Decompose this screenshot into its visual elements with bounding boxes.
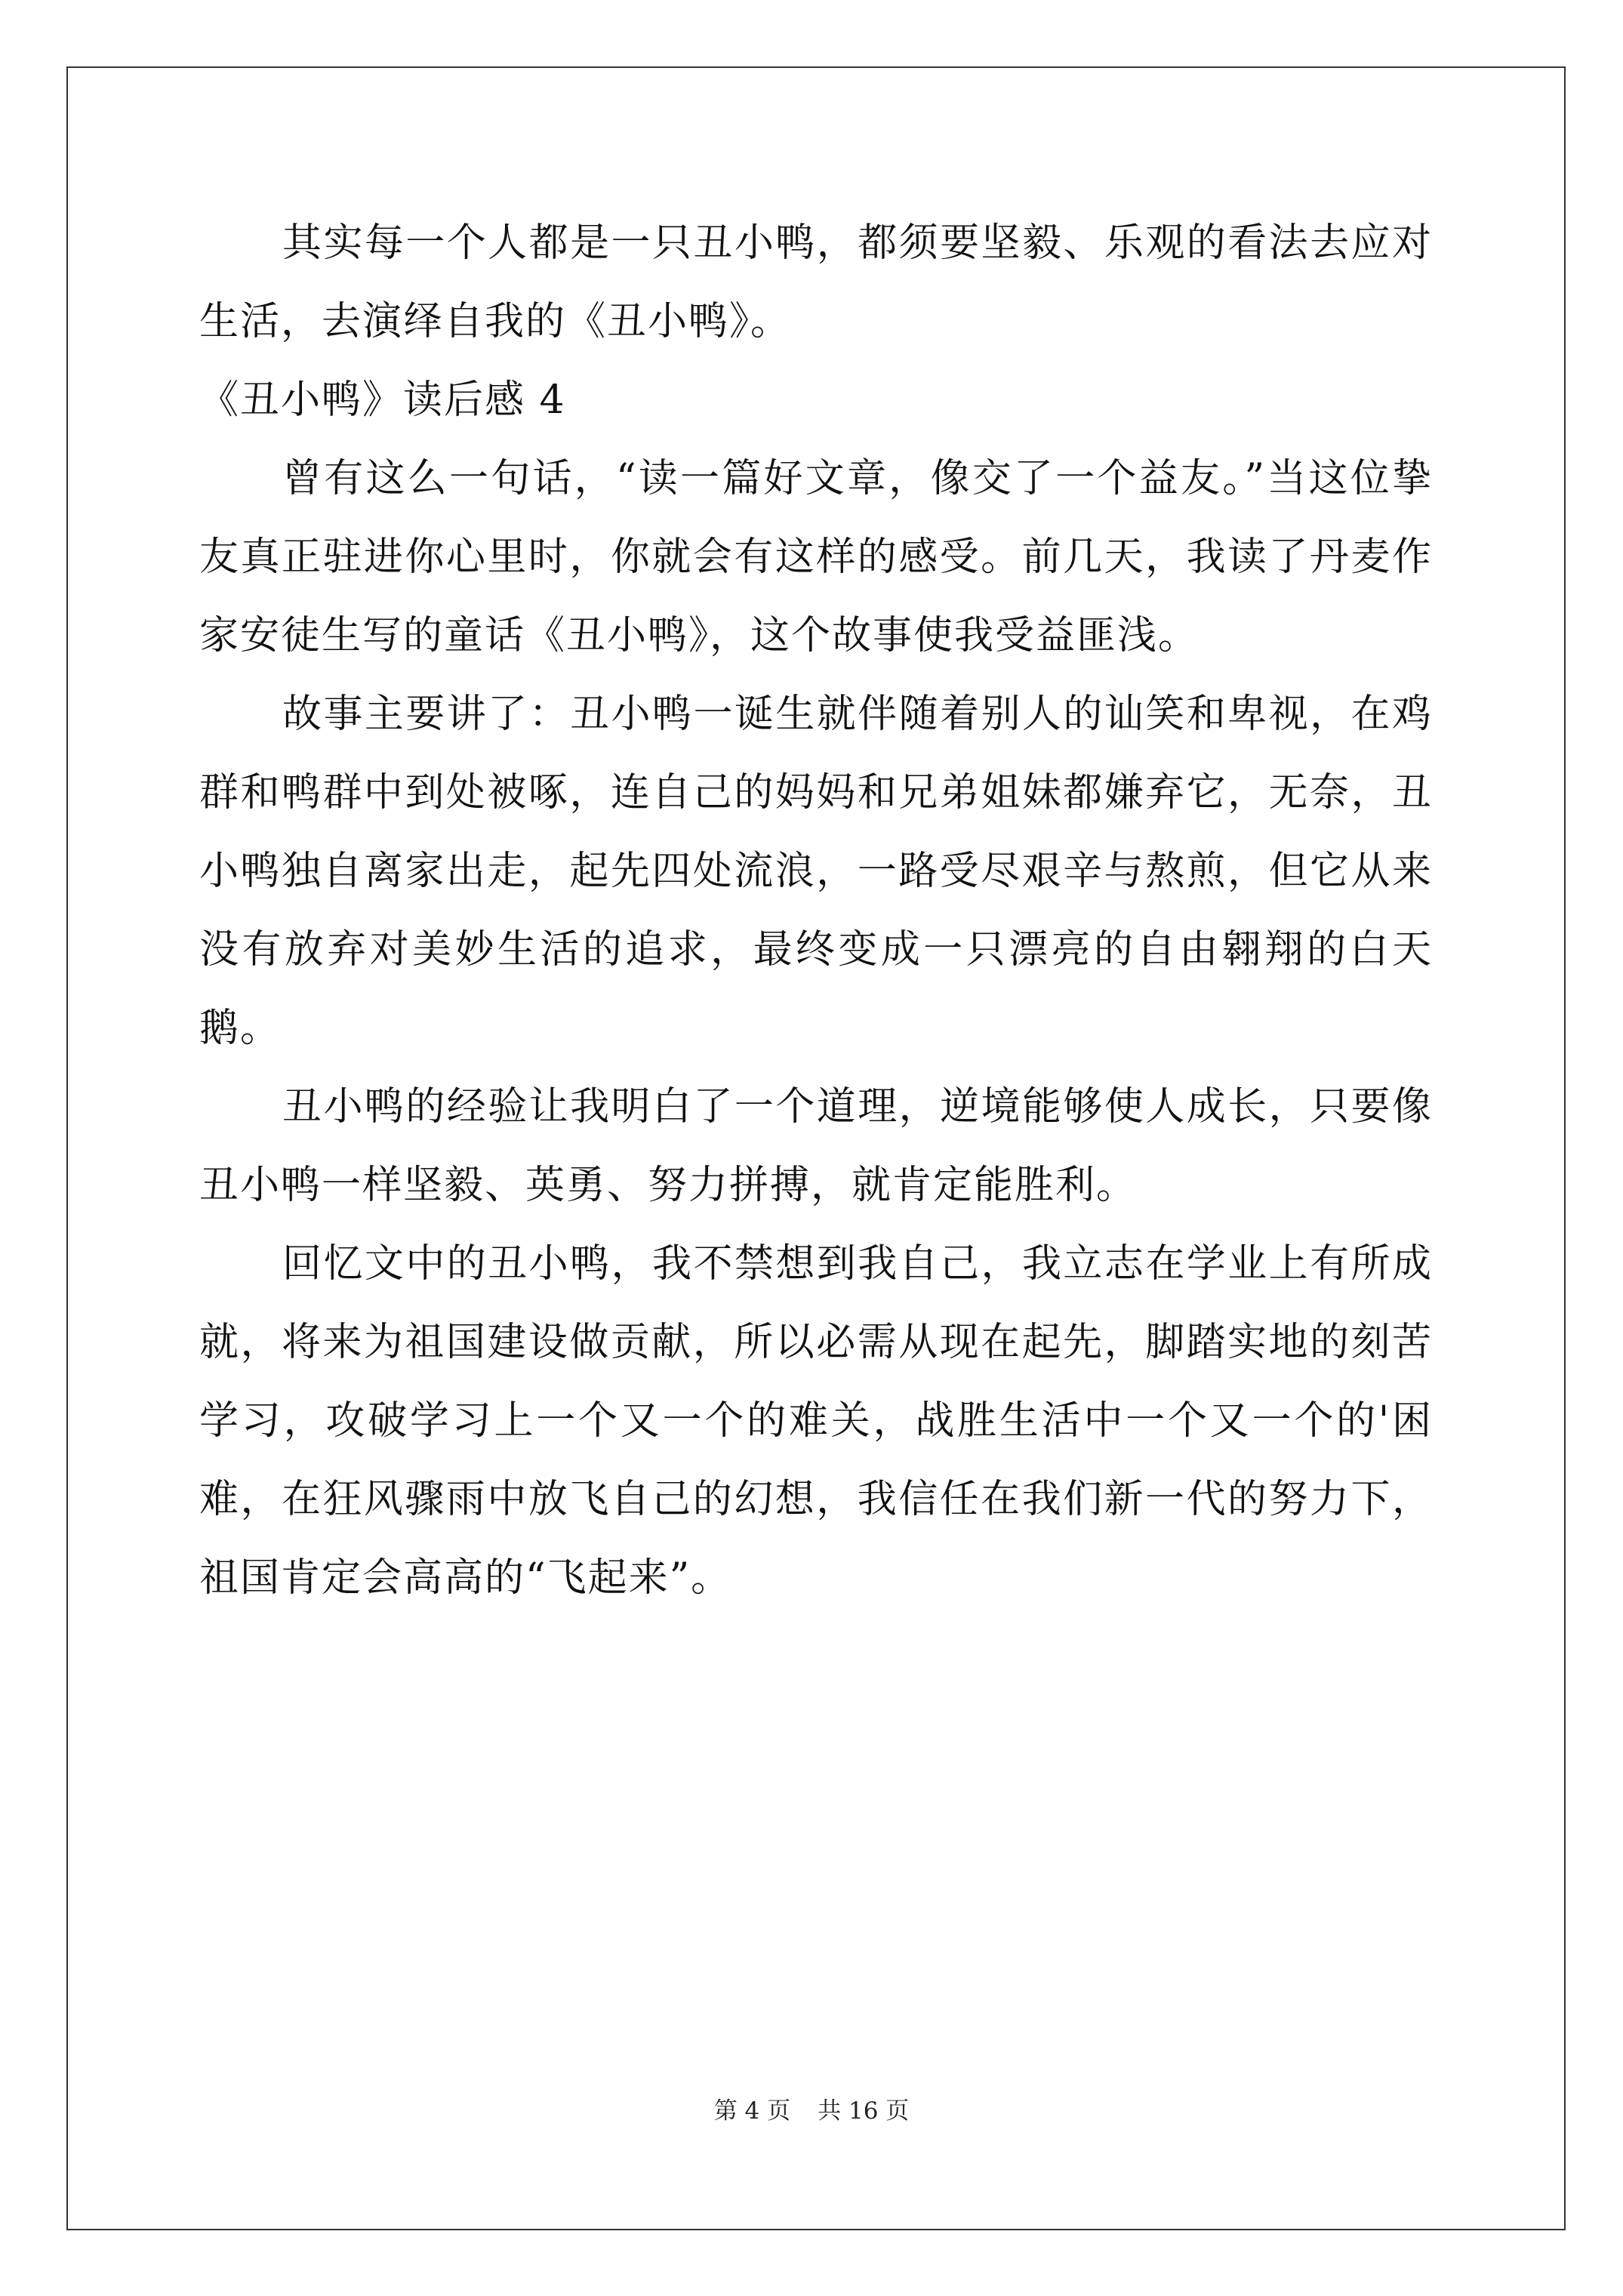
document-body (199, 204, 1433, 1617)
page-footer (0, 2096, 1623, 2126)
page-total: 共 16 页 (818, 2097, 910, 2125)
page-number: 第 4 页 (713, 2097, 791, 2125)
paragraph-3: 丑小鸭的经验让我明白了一个道理，逆境能够使人成长，只要像丑小鸭一样坚毅、英勇、努力拼搏，就肯定能胜利。 (199, 1084, 1433, 1208)
section-heading: 《丑小鸭》读后感 4 (199, 378, 566, 423)
paragraph-4: 回忆文中的丑小鸭，我不禁想到我自己，我立志在学业上有所成就，将来为祖国建设做贡献，所以必需从现在起先，脚踏实地的刻苦学习，攻破学习上一个又一个的难关，战胜生活中一个又一个的'困难，在狂风骤雨中放飞自己的幻想，我信任在我们新一代的努力下，祖国肯定会高高的“飞起来”。 (199, 1241, 1433, 1601)
paragraph-2: 故事主要讲了：丑小鸭一诞生就伴随着别人的讪笑和卑视，在鸡群和鸭群中到处被啄，连自己的妈妈和兄弟姐妹都嫌弃它，无奈，丑小鸭独自离家出走，起先四处流浪，一路受尽艰辛与熬煎，但它从来没有放弃对美妙生活的追求，最终变成一只漂亮的自由翱翔的白天鹅。 (199, 692, 1433, 1051)
paragraph-intro: 其实每一个人都是一只丑小鸭，都须要坚毅、乐观的看法去应对生活，去演绎自我的《丑小鸭》。 (199, 220, 1433, 344)
paragraph-1: 曾有这么一句话，“读一篇好文章，像交了一个益友。”当这位挚友真正驻进你心里时，你就会有这样的感受。前几天，我读了丹麦作家安徒生写的童话《丑小鸭》，这个故事使我受益匪浅。 (199, 456, 1433, 658)
